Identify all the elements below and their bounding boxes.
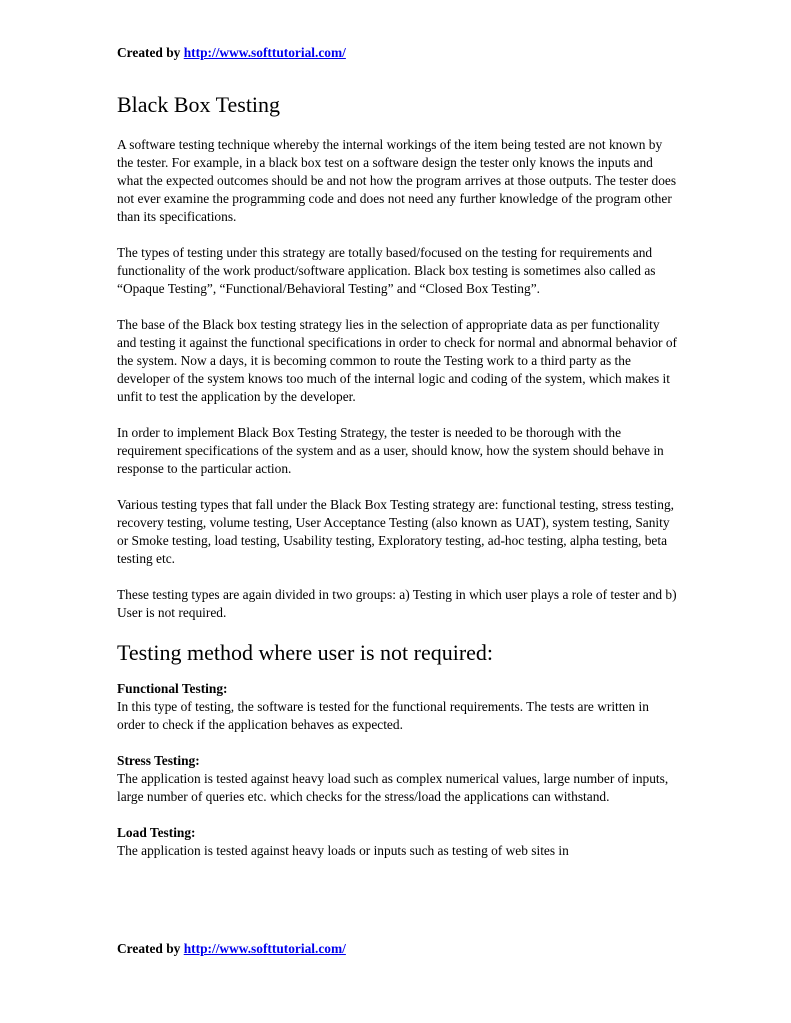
document-body: [117, 92, 677, 878]
section-load-testing: [117, 824, 677, 860]
section-body: In this type of testing, the software is tested for the functional requirements. The tests are written in order to check if the application behaves as expected.: [117, 699, 649, 732]
footer-link[interactable]: http://www.softtutorial.com/: [183, 941, 346, 956]
page-header: [117, 45, 346, 61]
paragraph: The base of the Black box testing strategy lies in the selection of appropriate data as per functionality and testing it against the functional specifications in order to check for normal and abnormal behavior of the system. Now a days, it is becoming common to route the Testing work to a third party as the developer of the system knows too much of the internal logic and coding of the system, which makes it unfit to test the application by the developer.: [117, 317, 677, 404]
section-functional-testing: [117, 680, 677, 734]
paragraph: A software testing technique whereby the internal workings of the item being tested are not known by the tester. For example, in a black box test on a software design the tester only knows the inputs and what the expected outcomes should be and not how the program arrives at those outputs. The tester does not ever examine the programming code and does not need any further knowledge of the program other than its specifications.: [117, 137, 677, 224]
page-title: Black Box Testing: [117, 92, 281, 117]
header-prefix: Created by: [117, 45, 181, 60]
section-body: The application is tested against heavy load such as complex numerical values, large number of inputs, large number of queries etc. which checks for the stress/load the applications can withstand.: [117, 771, 669, 804]
page-footer: [117, 941, 346, 957]
section-title: Functional Testing:: [117, 681, 228, 696]
section-title: Stress Testing:: [117, 753, 200, 768]
paragraph: The types of testing under this strategy are totally based/focused on the testing for requirements and functionality of the work product/software application. Black box testing is sometimes also called as “Opaque Testing”, “Functional/Behavioral Testing” and “Closed Box Testing”.: [117, 245, 656, 296]
paragraph: These testing types are again divided in two groups: a) Testing in which user plays a role of tester and b) User is not required.: [117, 587, 677, 620]
paragraph: In order to implement Black Box Testing Strategy, the tester is needed to be thorough with the requirement specifications of the system and as a user, should know, how the system should behave in response to the particular action.: [117, 425, 664, 476]
paragraph: Various testing types that fall under the Black Box Testing strategy are: functional testing, stress testing, recovery testing, volume testing, User Acceptance Testing (also known as UAT), system testing, Sanity or Smoke testing, load testing, Usability testing, Exploratory testing, ad-hoc testing, alpha testing, beta testing etc.: [117, 497, 675, 566]
section-heading: Testing method where user is not required:: [117, 640, 494, 665]
section-body: The application is tested against heavy loads or inputs such as testing of web sites in: [117, 843, 569, 858]
section-title: Load Testing:: [117, 825, 196, 840]
header-link[interactable]: http://www.softtutorial.com/: [183, 45, 346, 60]
footer-prefix: Created by: [117, 941, 181, 956]
section-stress-testing: [117, 752, 677, 806]
